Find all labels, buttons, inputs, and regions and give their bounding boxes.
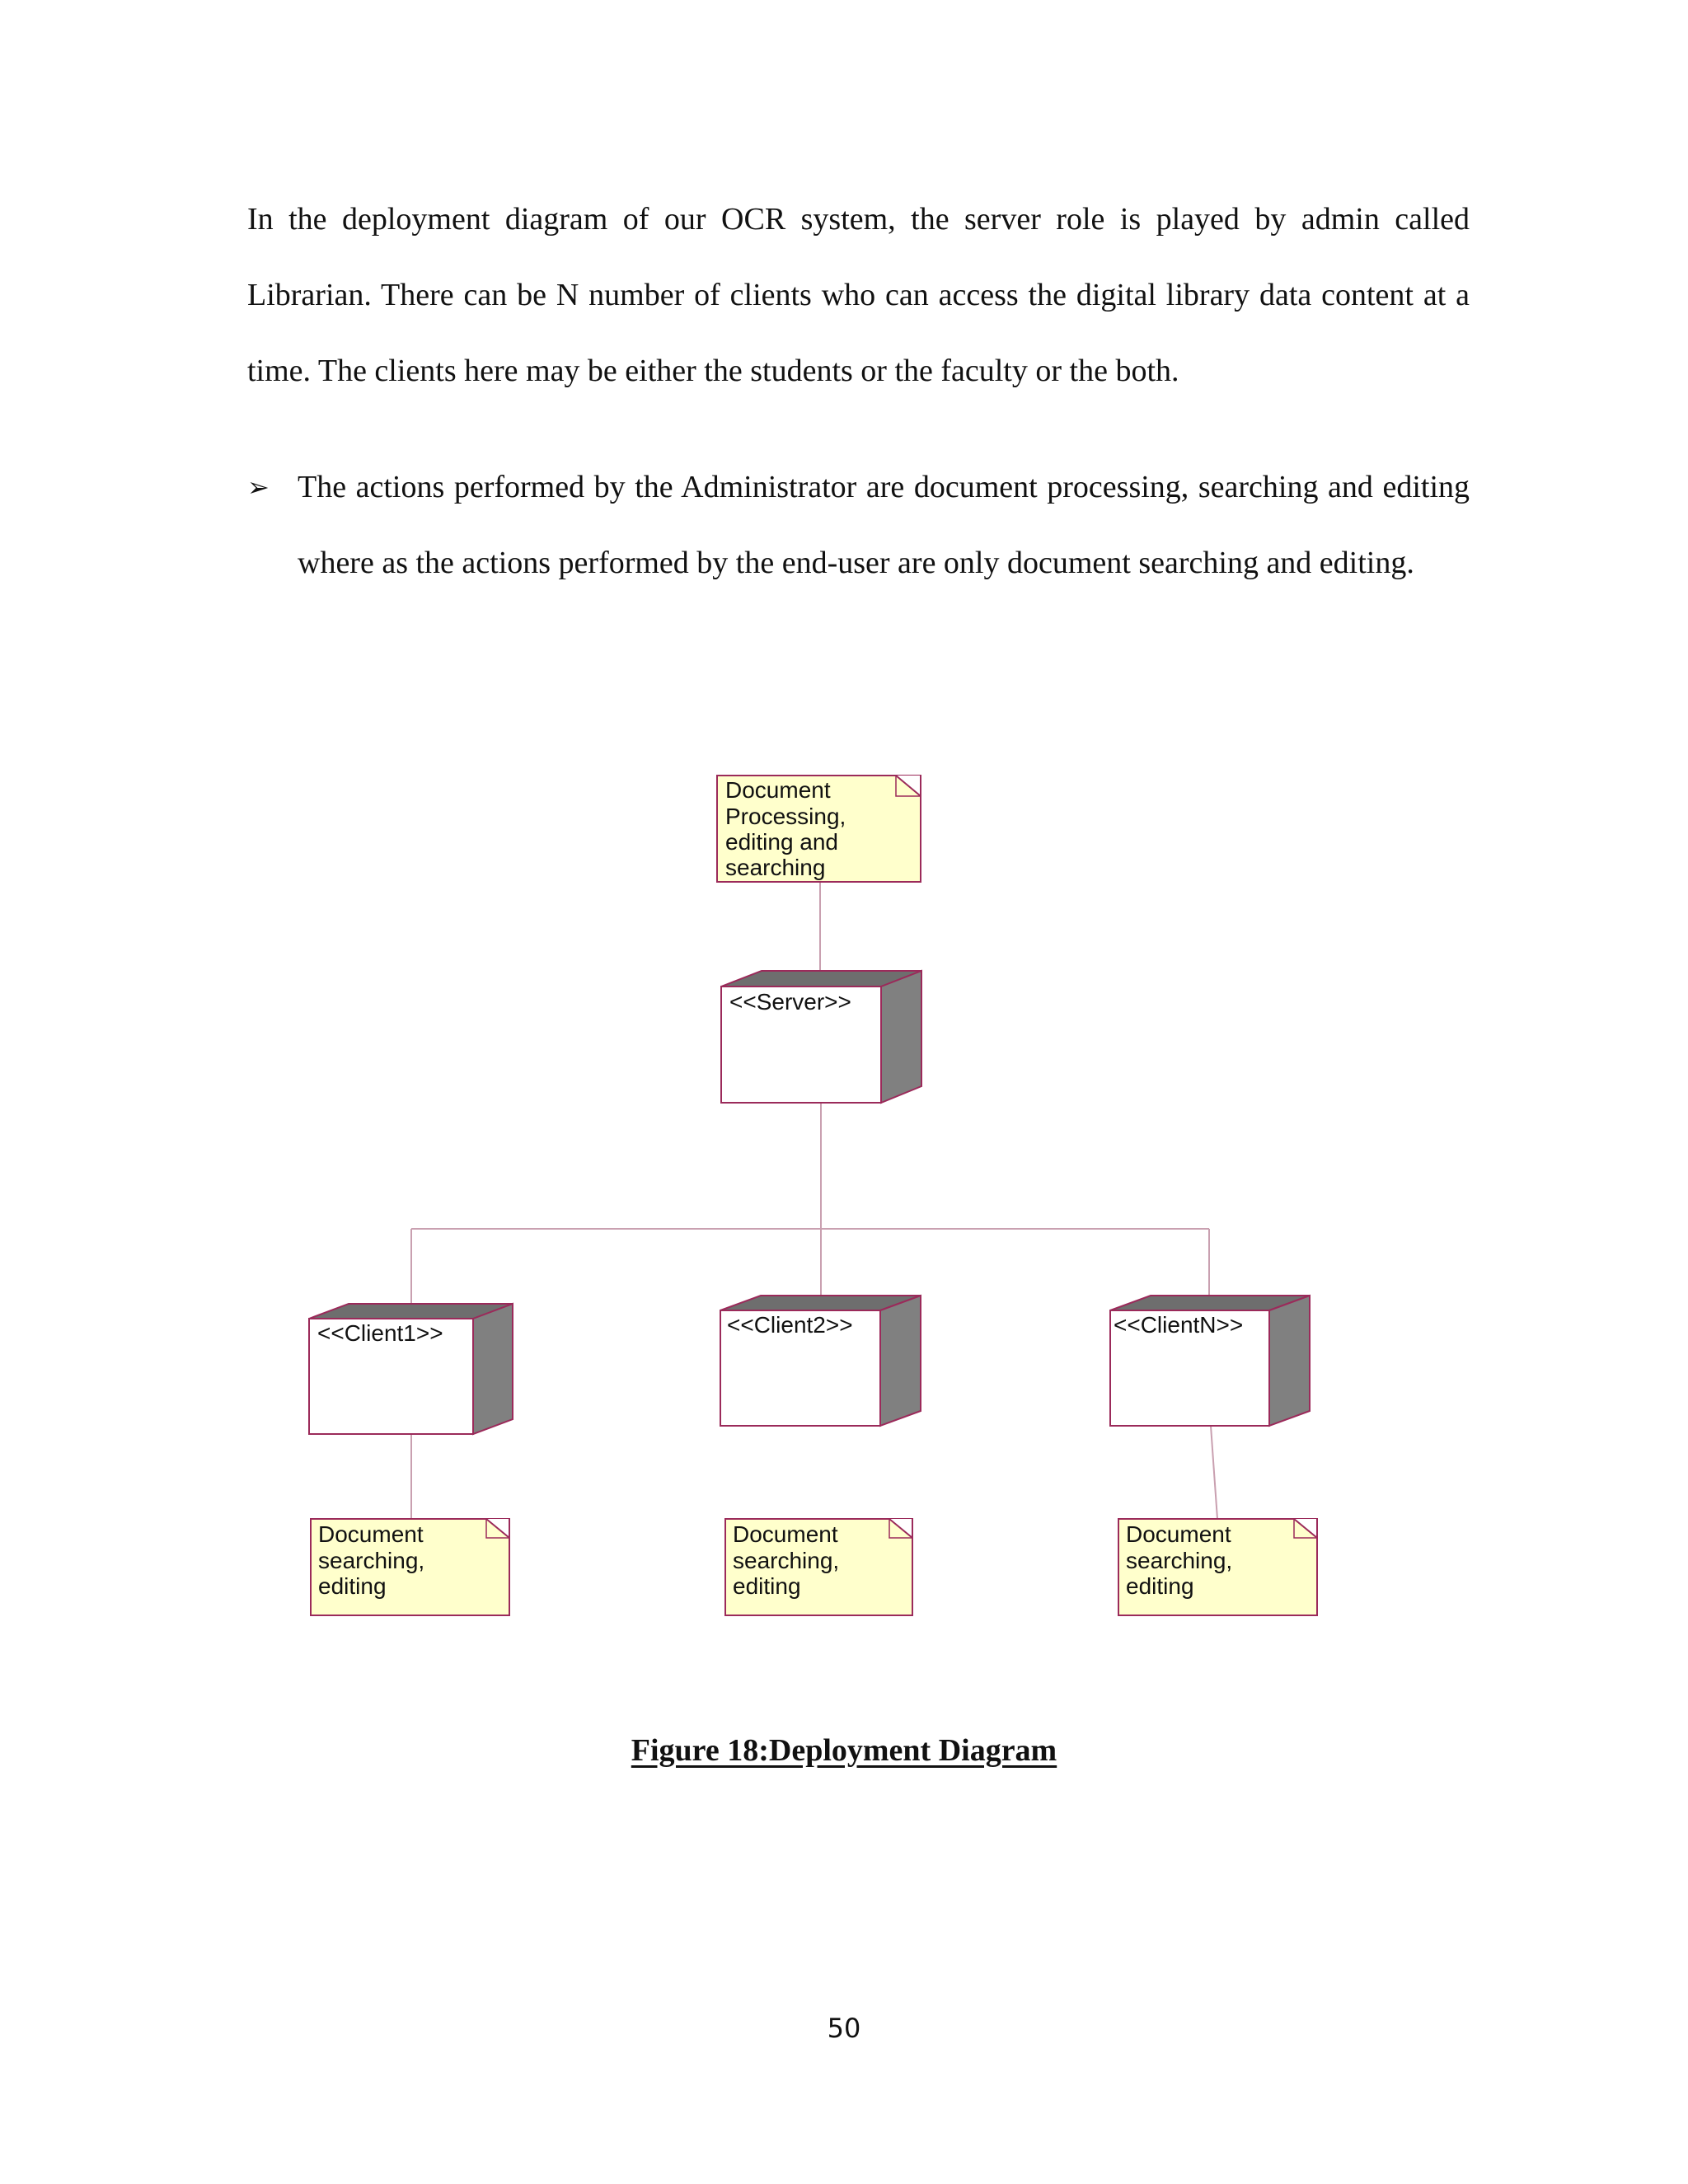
client1-note-line-3: editing xyxy=(318,1573,387,1599)
page-number: 50 xyxy=(827,2013,861,2044)
clientn-node xyxy=(1110,1296,1310,1426)
server-note-line-1: Document xyxy=(725,777,831,803)
client2-note-line-1: Document xyxy=(733,1521,838,1547)
clientn-node-label: <<ClientN>> xyxy=(1114,1312,1244,1338)
client1-node-label: <<Client1>> xyxy=(317,1320,443,1346)
intro-paragraph: In the deployment diagram of our OCR system, the server role is played by admin called Librarian. There can be N number of clients who can access the digital library data content at a time. The clients here may be either the students or the faculty or the both. xyxy=(247,202,1470,388)
server-note-line-2: Processing, xyxy=(725,804,846,829)
client1-note-line-1: Document xyxy=(318,1521,424,1547)
client2-note xyxy=(725,1519,912,1615)
client2-node-label: <<Client2>> xyxy=(727,1312,853,1338)
server-note xyxy=(717,776,921,882)
client2-node xyxy=(720,1296,921,1426)
server-note-line-3: editing and xyxy=(725,829,839,855)
client2-note-line-2: searching, xyxy=(733,1548,840,1573)
server-note-line-4: searching xyxy=(725,855,826,880)
figure-caption xyxy=(0,1732,1688,1769)
clientn-note-line-2: searching, xyxy=(1126,1548,1233,1573)
figure-caption-text: Figure 18:Deployment Diagram xyxy=(631,1733,1057,1768)
bullet-text: The actions performed by the Administrator are document processing, searching and editing where as the actions performed by the end-user are only document searching and editing. xyxy=(298,470,1470,580)
server-node xyxy=(721,971,921,1103)
arrow-bullet-icon: ➢ xyxy=(247,471,270,503)
clientn-note-line-3: editing xyxy=(1126,1573,1194,1599)
clientn-note-link xyxy=(1211,1426,1217,1519)
client1-node xyxy=(309,1304,513,1434)
clientn-note xyxy=(1118,1519,1317,1615)
client1-note xyxy=(311,1519,509,1615)
server-node-label: <<Server>> xyxy=(729,989,851,1015)
clientn-note-line-1: Document xyxy=(1126,1521,1231,1547)
client1-note-line-2: searching, xyxy=(318,1548,425,1573)
client2-note-line-3: editing xyxy=(733,1573,801,1599)
